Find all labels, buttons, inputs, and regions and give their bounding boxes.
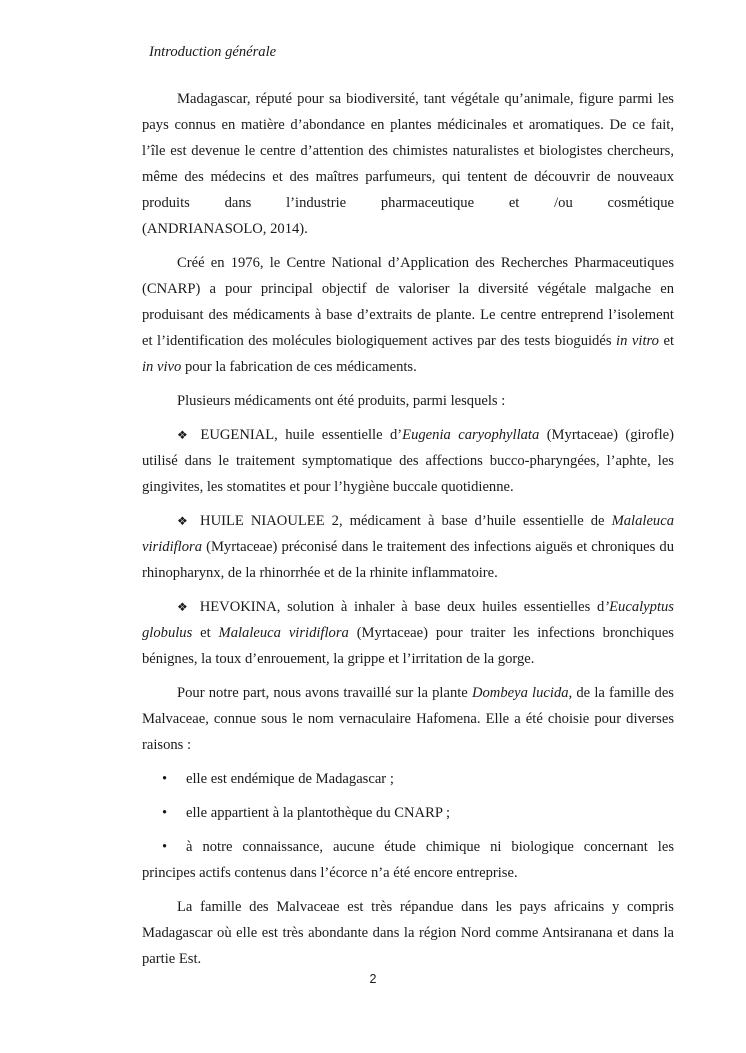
species-name: Eugenia caryophyllata — [402, 427, 540, 443]
bullet-dot-icon: • — [162, 771, 168, 787]
diamond-bullet-icon: ❖ — [177, 428, 188, 442]
species-name: Malaleuca viridiflora — [142, 513, 674, 555]
paragraph-text: et — [192, 625, 219, 641]
paragraph-text: (Myrtaceae) (girofle) utilisé dans le traitement symptomatique des affections bucco-pharyngées, l’aphte, les gingivites, les stomatites et pour l’hygiène buccale quotidienne. — [142, 427, 675, 495]
paragraph-text: Madagascar, réputé pour sa biodiversité, tant végétale qu’animale, figure parmi les pays connus en matière d’abondance en plantes médicinales et aromatiques. De ce fait, l’île est devenue le centre d’attention des chimistes naturalistes et biologistes chercheurs, même des médecins et des maîtres parfumeurs, qui tentent de découvrir de nouveaux produits dans l’industrie pharmaceutique et /ou cosmétique — [142, 91, 674, 211]
paragraph-dombeya — [142, 680, 674, 758]
species-name: Malaleuca viridiflora — [218, 625, 349, 641]
document-body — [142, 86, 674, 980]
species-name: Dombeya lucida, — [471, 685, 573, 701]
diamond-bullet-icon: ❖ — [177, 600, 188, 614]
paragraph-text: HEVOKINA, solution à inhaler à base deux huiles essentielles d — [193, 599, 605, 615]
paragraph-malvaceae — [142, 894, 674, 972]
list-item — [142, 800, 674, 826]
list-item — [142, 766, 674, 792]
running-header: Introduction générale — [149, 44, 277, 60]
species-name: ’Eucalyptus globulus — [142, 599, 674, 641]
citation-line — [142, 216, 674, 242]
term-in-vivo: in vivo — [142, 359, 182, 375]
medicine-eugenial — [142, 422, 674, 500]
citation: (ANDRIANASOLO, 2014). — [142, 221, 308, 237]
paragraph-text: Pour notre part, nous avons travaillé sur la plante — [177, 685, 472, 701]
paragraph-text: La famille des Malvaceae est très répandue dans les pays africains y compris Madagascar où elle est très abondante dans la région Nord comme Antsiranana et dans la partie Est. — [142, 899, 674, 967]
bullet-dot-icon: • — [162, 839, 168, 855]
paragraph-text: (Myrtaceae) pour traiter les infections bronchiques bénignes, la toux d’enrouement, la grippe et l’irritation de la gorge. — [142, 625, 674, 667]
term-in-vitro: in vitro — [616, 333, 659, 349]
paragraph-text: de la famille des Malvaceae, connue sous le nom vernaculaire Hafomena. Elle a été choisie pour diverses raisons : — [142, 685, 674, 753]
diamond-bullet-icon: ❖ — [177, 514, 188, 528]
bullet-dot-icon: • — [162, 805, 168, 821]
paragraph-text: pour la fabrication de ces médicaments. — [181, 359, 417, 375]
list-item-text: à notre connaissance, aucune étude chimique ni biologique concernant les principes actifs contenus dans l’écorce n’a été encore entreprise. — [142, 839, 674, 881]
paragraph-text: Créé en 1976, le Centre National d’Application des Recherches Pharmaceutiques (CNARP) a pour principal objectif de valoriser la diversité végétale malgache en produisant des médicaments à base d’extraits de plante. Le centre entreprend l’isolement et l’identification des molécules biologiquement actives par des tests bioguidés — [142, 255, 674, 349]
paragraph-cnarp — [142, 250, 674, 380]
list-item — [142, 834, 674, 886]
paragraph-text: (Myrtaceae) préconisé dans le traitement des infections aiguës et chroniques du rhinopharynx, de la rhinorrhée et de la rhinite inflammatoire. — [142, 539, 674, 581]
paragraph-madagascar — [142, 86, 674, 216]
page-number: 2 — [369, 972, 377, 986]
paragraph-text: Plusieurs médicaments ont été produits, parmi lesquels : — [177, 393, 506, 409]
reasons-list — [142, 766, 674, 886]
paragraph-medicines-intro — [142, 388, 674, 414]
medicine-huile-niaoulee — [142, 508, 674, 586]
paragraph-text: EUGENIAL, huile essentielle d’ — [193, 427, 403, 443]
list-item-text: elle est endémique de Madagascar ; — [186, 771, 394, 787]
list-item-text: elle appartient à la plantothèque du CNARP ; — [186, 805, 451, 821]
medicine-hevokina — [142, 594, 674, 672]
paragraph-text: et — [658, 333, 674, 349]
paragraph-text: HUILE NIAOULEE 2, médicament à base d’huile essentielle de — [193, 513, 612, 529]
